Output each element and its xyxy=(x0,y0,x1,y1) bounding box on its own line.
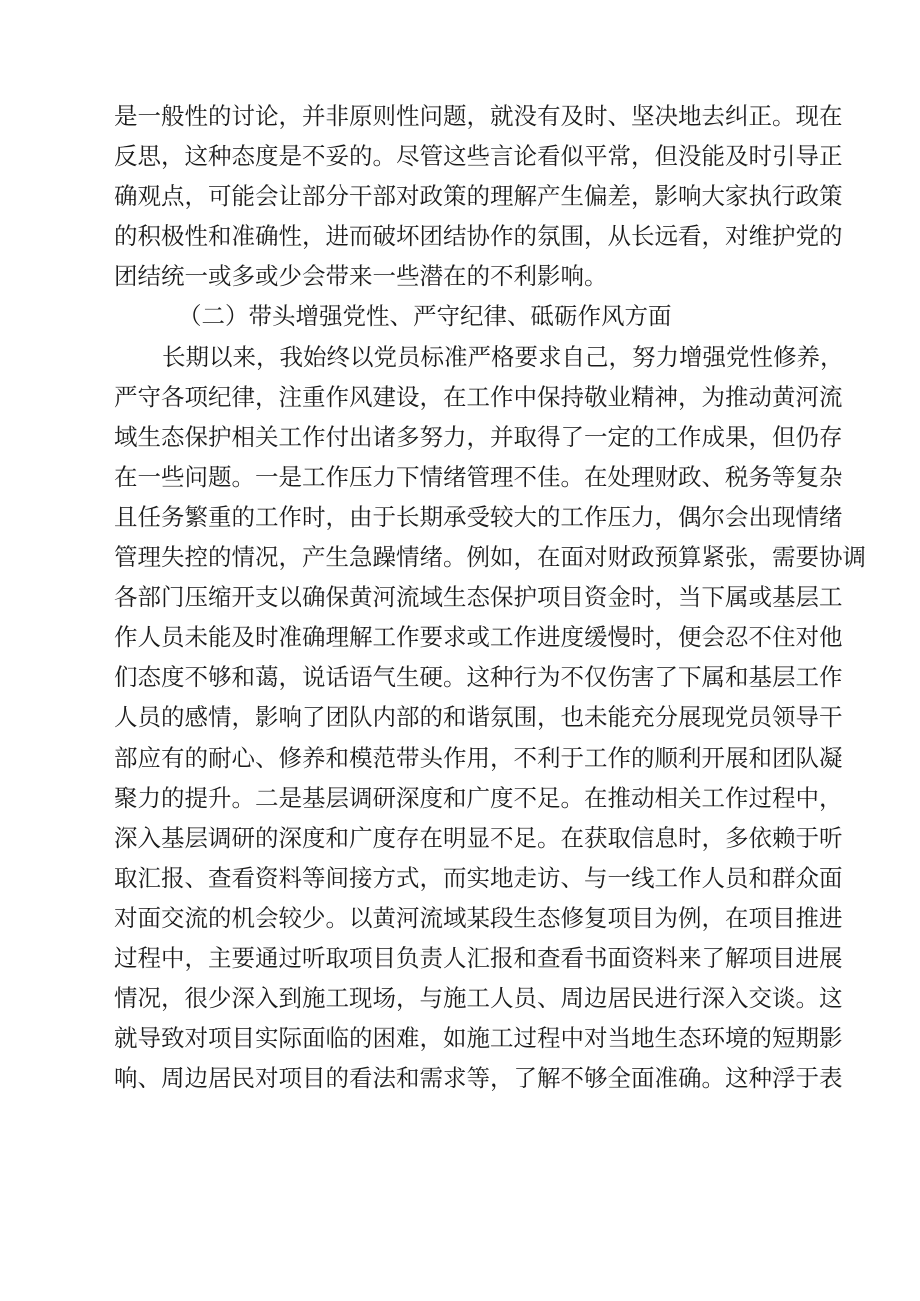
paragraph-line: 各部门压缩开支以确保黄河流域生态保护项目资金时，当下属或基层工 xyxy=(114,583,843,612)
paragraph-line: 是一般性的讨论，并非原则性问题，就没有及时、坚决地去纠正。现在 xyxy=(114,102,843,130)
paragraph-line: 确观点，可能会让部分干部对政策的理解产生偏差，影响大家执行政策 xyxy=(114,182,843,211)
paragraph-line: 域生态保护相关工作付出诸多努力，并取得了一定的工作成果，但仍存 xyxy=(114,422,843,451)
paragraph-line: 团结统一或多或少会带来一些潜在的不利影响。 xyxy=(114,262,608,291)
paragraph-first-line: 长期以来，我始终以党员标准严格要求自己，努力增强党性修养， xyxy=(162,342,844,371)
paragraph-line: 部应有的耐心、修养和模范带头作用，不利于工作的顺利开展和团队凝 xyxy=(114,743,843,772)
paragraph-line: 且任务繁重的工作时，由于长期承受较大的工作压力，偶尔会出现情绪 xyxy=(114,502,843,531)
section-heading: （二）带头增强党性、严守纪律、砥砺作风方面 xyxy=(178,302,672,331)
paragraph-line: 情况，很少深入到施工现场，与施工人员、周边居民进行深入交谈。这 xyxy=(114,984,843,1013)
paragraph-line: 就导致对项目实际面临的困难，如施工过程中对当地生态环境的短期影 xyxy=(114,1024,843,1053)
paragraph-line: 响、周边居民对项目的看法和需求等，了解不够全面准确。这种浮于表 xyxy=(114,1064,843,1093)
paragraph-line: 们态度不够和蔼，说话语气生硬。这种行为不仅伤害了下属和基层工作 xyxy=(114,663,843,692)
paragraph-line: 管理失控的情况，产生急躁情绪。例如，在面对财政预算紧张，需要协调 xyxy=(114,543,866,572)
document-body xyxy=(114,96,866,1098)
paragraph-line: 聚力的提升。二是基层调研深度和广度不足。在推动相关工作过程中， xyxy=(114,783,843,812)
paragraph-line: 人员的感情，影响了团队内部的和谐氛围，也未能充分展现党员领导干 xyxy=(114,703,843,732)
paragraph-line: 的积极性和准确性，进而破坏团结协作的氛围，从长远看，对维护党的 xyxy=(114,222,843,251)
paragraph-line: 过程中，主要通过听取项目负责人汇报和查看书面资料来了解项目进展 xyxy=(114,943,843,972)
paragraph-line: 作人员未能及时准确理解工作要求或工作进度缓慢时，便会忍不住对他 xyxy=(114,623,843,652)
paragraph-line: 在一些问题。一是工作压力下情绪管理不佳。在处理财政、税务等复杂 xyxy=(114,462,843,491)
paragraph-line: 反思，这种态度是不妥的。尽管这些言论看似平常，但没能及时引导正 xyxy=(114,142,843,171)
paragraph-line: 严守各项纪律，注重作风建设，在工作中保持敬业精神，为推动黄河流 xyxy=(114,382,843,411)
paragraph-line: 深入基层调研的深度和广度存在明显不足。在获取信息时，多依赖于听 xyxy=(114,823,843,852)
paragraph-line: 对面交流的机会较少。以黄河流域某段生态修复项目为例，在项目推进 xyxy=(114,903,843,932)
paragraph-line: 取汇报、查看资料等间接方式，而实地走访、与一线工作人员和群众面 xyxy=(114,863,843,892)
